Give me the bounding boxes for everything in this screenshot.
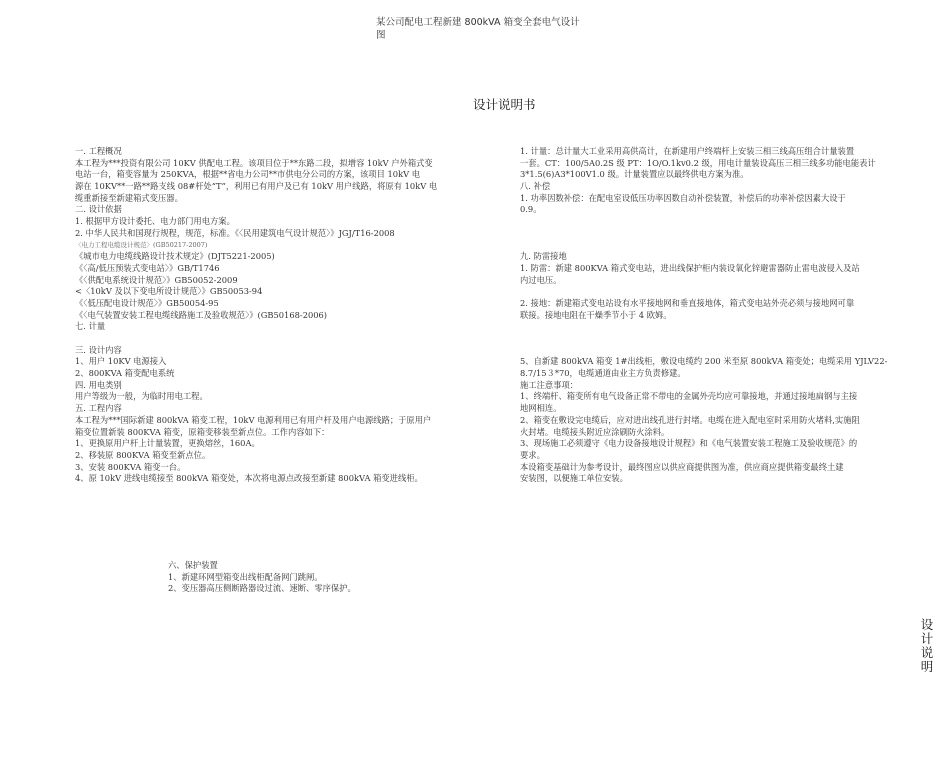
right-text-line: 5、自新建 800kVA 箱变 1#出线柜，敷设电缆约 200 米至原 800kVA 箱变处；电缆采用 YJLV22- xyxy=(520,356,888,367)
left-text-line: 一. 工程概况 xyxy=(75,146,122,156)
right-text-line xyxy=(520,216,920,228)
right-text-line: 要求。 xyxy=(520,449,545,460)
right-text-line xyxy=(520,240,920,252)
protection-text-line: 2、变压器高压侧断路器设过流、速断、零序保护。 xyxy=(168,583,356,594)
right-text-line xyxy=(520,286,920,298)
left-text-line: 缆重新接至新建箱式变压器。 xyxy=(75,192,183,203)
left-text-line: 用户等级为一般，为临时用电工程。 xyxy=(75,391,208,402)
right-text-line: 3、现场施工必须遵守《电力设备接地设计规程》和《电气装置安装工程施工及验收规范》的 xyxy=(520,438,858,449)
right-text-line: 地网相连。 xyxy=(520,403,562,414)
page-heading: 设计说明书 xyxy=(473,97,536,112)
left-text-line: 2、移装原 800KVA 箱变至新点位。 xyxy=(75,449,211,460)
right-text-line: 3*1.5(6)A3*100V1.0 级。计量装置应以最终供电方案为准。 xyxy=(520,169,749,180)
left-text-line: 三. 设计内容 xyxy=(75,344,122,355)
protection-section xyxy=(168,560,356,595)
left-text-line: 《〈供配电系统设计规范〉》GB50052-2009 xyxy=(75,274,238,285)
left-text-line: 2、800KVA 箱变配电系统 xyxy=(75,368,175,379)
right-text-line: 一套。CT：100/5A0.2S 级 PT：1O/O.1kv0.2 级，用电计量装设高压三相三线多功能电能表计 xyxy=(520,157,876,168)
right-text-line: 九. 防雷接地 xyxy=(520,251,567,262)
left-text-line: 本工程为***投资有限公司 10KV 供配电工程。该项目位于**东路二段，拟增容 10kV 户外箱式变 xyxy=(75,157,433,168)
left-text-line: 本工程为***国际新建 800kVA 箱变工程，10kV 电源利用已有用户杆及用户电源线路；于原用户 xyxy=(75,414,432,425)
right-text-line: 1. 功率因数补偿：在配电室设低压功率因数自动补偿装置，补偿后的功率补偿因素大设于 xyxy=(520,192,846,203)
document-title-line-1: 某公司配电工程新建 800kVA 箱变全套电气设计 xyxy=(376,17,580,28)
document-title xyxy=(376,16,606,42)
left-text-line: 《〈电气装置安装工程电缆线路施工及验收规范〉》(GB50168-2006) xyxy=(75,309,328,320)
right-text-line xyxy=(520,333,920,345)
left-text-line: 电站一台，箱变容量为 250KVA，根据**省电力公司**市供电分公司的方案，该项目 10kV 电 xyxy=(75,169,421,180)
right-text-line: 安装图，以便施工单位安装。 xyxy=(520,473,628,484)
right-text-line: 1、终端杆、箱变所有电气设备正常不带电的金属外壳均应可靠接地，并通过接地扁钢与主接 xyxy=(520,391,858,402)
right-text-line: 联接。接地电阻在干燥季节小于 4 欧姆。 xyxy=(520,309,672,320)
right-text-line: 2、箱变在敷设完电缆后，应对进出线孔进行封堵。电缆在进入配电室时采用防火堵料,实施阻 xyxy=(520,414,860,425)
left-text-line: 五. 工程内容 xyxy=(75,403,122,414)
right-text-line: 2. 接地：新建箱式变电站设有水平接地网和垂直接地体，箱式变电站外壳必须与接地网可靠 xyxy=(520,297,855,308)
left-text-line: 《城市电力电缆线路设计技术规定》(DJT5221-2005) xyxy=(75,251,275,262)
left-text-line: 1、更换原用户杆上计量装置，更换熔丝，160A。 xyxy=(75,438,260,449)
right-text-line: 8.7/15３*70，电缆通道由业主方负责修建。 xyxy=(520,368,686,379)
left-text-line: 〈电力工程电缆设计规范〉(GB50217-2007) xyxy=(75,240,208,249)
left-text-line xyxy=(75,333,495,345)
left-text-line: <〈10kV 及以下变电所设计规范〉》GB50053-94 xyxy=(75,286,263,297)
right-text-line: 施工注意事项： xyxy=(520,379,579,390)
right-text-line: 火封堵。电缆接头附近应涂刷防火涂料。 xyxy=(520,426,670,437)
right-text-line: 八. 补偿 xyxy=(520,181,551,192)
left-text-line: 1、用户 10KV 电源接入 xyxy=(75,356,167,367)
left-text-line: 《〈高/低压预装式变电站〉》GB/T1746 xyxy=(75,262,220,273)
left-column-text xyxy=(75,146,495,485)
left-text-line: 1. 根据甲方设计委托、电力部门用电方案。 xyxy=(75,216,235,227)
left-text-line: 四. 用电类别 xyxy=(75,379,122,390)
right-text-line: 1. 防雷：新建 800KVA 箱式变电站，进出线保护柜内装设氧化锌避雷器防止雷电波侵入及站 xyxy=(520,262,860,273)
left-text-line: 4、原 10kV 进线电缆接至 800kVA 箱变处，本次将电源点改接至新建 800kVA 箱变进线柜。 xyxy=(75,473,423,484)
right-text-line xyxy=(520,345,920,357)
protection-text-line: 1、新建环网型箱变出线柜配备网门跳闸。 xyxy=(168,571,323,582)
right-text-line: 0.9。 xyxy=(520,204,542,215)
right-text-line: 本设箱变基础计为参考设计，最终图应以供应商提供图为准，供应商应提供箱变最终土建 xyxy=(520,461,844,472)
right-text-line: 内过电压。 xyxy=(520,274,562,285)
right-text-line: 1. 计量：总计量大工业采用高供高计，在新建用户终端杆上安装三相三线高压组合计量装置 xyxy=(520,146,855,156)
left-text-line: 2. 中华人民共和国现行规程，规范，标准。《〈民用建筑电气设计规范〉》JGJ/T16-2008 xyxy=(75,227,395,238)
protection-text-line: 六、保护装置 xyxy=(168,560,218,570)
left-text-line: 3、安装 800KVA 箱变一台。 xyxy=(75,461,186,472)
right-text-line xyxy=(520,321,920,333)
right-text-line xyxy=(520,228,920,240)
side-label: 设计说明 xyxy=(920,617,934,674)
left-text-line: 二. 设计依据 xyxy=(75,204,122,215)
left-text-line: 七. 计量 xyxy=(75,321,106,332)
document-title-line-2: 图 xyxy=(376,30,386,41)
left-text-line: 箱变位置新装 800KVA 箱变，原箱变移装至新点位。工作内容如下： xyxy=(75,426,330,437)
left-text-line: 《〈低压配电设计规范〉》GB50054-95 xyxy=(75,297,219,308)
left-text-line: 源在 10KV**一路**路支线 08#杆处“T”，利用已有用户及已有 10kV 用户线路，将原有 10kV 电 xyxy=(75,181,438,192)
right-column-text xyxy=(520,146,920,485)
